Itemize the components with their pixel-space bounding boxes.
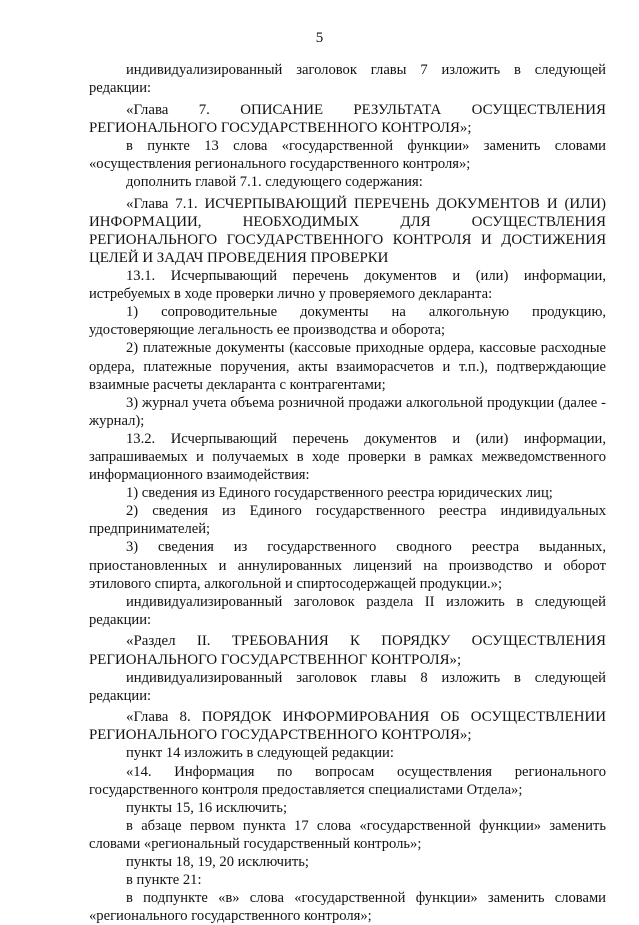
paragraph: индивидуализированный заголовок раздела II изложить в следующей редакции: xyxy=(89,593,606,628)
section-heading: «Глава 7.1. ИСЧЕРПЫВАЮЩИЙ ПЕРЕЧЕНЬ ДОКУМЕНТОВ И (ИЛИ) ИНФОРМАЦИИ, НЕОБХОДИМЫХ ДЛЯ ОСУЩЕСТВЛЕНИЯ РЕГИОНАЛЬНОГО ГОСУДАРСТВЕННОГО КОНТРОЛЯ И ДОСТИЖЕНИЯ ЦЕЛЕЙ И ЗАДАЧ ПРОВЕДЕНИЯ ПРОВЕРКИ xyxy=(89,195,606,266)
document-body xyxy=(89,61,606,925)
paragraph: пункт 14 изложить в следующей редакции: xyxy=(126,745,394,762)
paragraph: 2) платежные документы (кассовые приходные ордера, кассовые расходные ордера, платежные поручения, акты взаиморасчетов и т.п.), подтверждающие взаимные расчеты декларанта с контрагентами; xyxy=(89,340,606,393)
paragraph: в пункте 21: xyxy=(126,872,202,889)
paragraph: в подпункте «в» слова «государственной функции» заменить словами «регионального государственного контроля»; xyxy=(89,890,606,925)
paragraph: дополнить главой 7.1. следующего содержания: xyxy=(126,174,423,191)
paragraph: 1) сопроводительные документы на алкогольную продукцию, удостоверяющие легальность ее производства и оборота; xyxy=(89,304,606,339)
paragraph: индивидуализированный заголовок главы 7 изложить в следующей редакции: xyxy=(89,62,606,97)
paragraph: 3) журнал учета объема розничной продажи алкогольной продукции (далее - журнал); xyxy=(89,394,606,429)
section-heading: «Раздел II. ТРЕБОВАНИЯ К ПОРЯДКУ ОСУЩЕСТВЛЕНИЯ РЕГИОНАЛЬНОГО ГОСУДАРСТВЕННОГ КОНТРОЛЯ»; xyxy=(89,633,606,668)
paragraph: 2) сведения из Единого государственного реестра индивидуальных предпринимателей; xyxy=(89,503,606,538)
section-heading: «Глава 7. ОПИСАНИЕ РЕЗУЛЬТАТА ОСУЩЕСТВЛЕНИЯ РЕГИОНАЛЬНОГО ГОСУДАРСТВЕННОГО КОНТРОЛЯ»; xyxy=(89,101,606,136)
paragraph: в абзаце первом пункта 17 слова «государственной функции» заменить словами «региональный государственный контроль»; xyxy=(89,817,606,852)
paragraph: в пункте 13 слова «государственной функции» заменить словами «осуществления регионального государственного контроля»; xyxy=(89,137,606,172)
section-heading: «Глава 8. ПОРЯДОК ИНФОРМИРОВАНИЯ ОБ ОСУЩЕСТВЛЕНИИ РЕГИОНАЛЬНОГО ГОСУДАРСТВЕННОГО КОНТРОЛЯ»; xyxy=(89,709,606,744)
paragraph: пункты 18, 19, 20 исключить; xyxy=(126,854,309,871)
paragraph: пункты 15, 16 исключить; xyxy=(126,799,288,816)
paragraph: «14. Информация по вопросам осуществления регионального государственного контроля предоставляется специалистами Отдела»; xyxy=(89,763,606,798)
paragraph: 13.2. Исчерпывающий перечень документов и (или) информации, запрашиваемых и получаемых в ходе проверки в рамках межведомственного информационного взаимодействия: xyxy=(89,430,606,484)
paragraph: 1) сведения из Единого государственного реестра юридических лиц; xyxy=(126,485,553,502)
paragraph: 13.1. Исчерпывающий перечень документов и (или) информации, истребуемых в ходе проверки лично у проверяемого декларанта: xyxy=(89,268,606,303)
page-number: 5 xyxy=(315,30,324,46)
paragraph: 3) сведения из государственного сводного реестра выданных, приостановленных и аннулированных лицензий на производство и оборот этилового спирта, алкогольной и спиртосодержащей продукции.»; xyxy=(89,539,606,592)
paragraph: индивидуализированный заголовок главы 8 изложить в следующей редакции: xyxy=(89,669,606,704)
